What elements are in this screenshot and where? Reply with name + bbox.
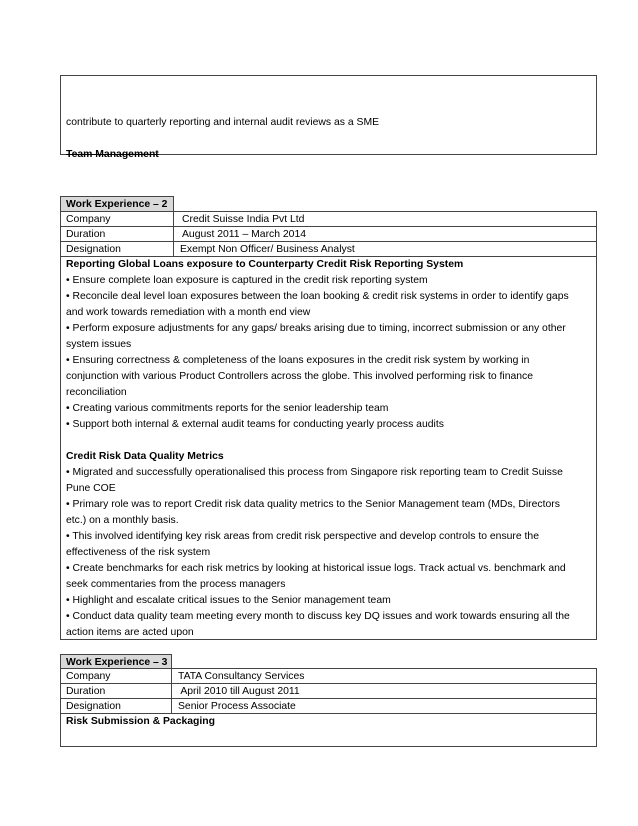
exp2-row-divider [60,241,597,242]
exp2-section1-line: and work towards remediation with a month end view [66,307,311,318]
exp3-duration-value: April 2010 till August 2011 [178,686,300,697]
exp2-section1-line: • Reconcile deal level loan exposures between the loan booking & credit risk systems in order to identify gaps [66,291,569,302]
exp2-col-divider [173,211,174,256]
exp3-company-label: Company [66,671,111,682]
exp2-section2-line: • Primary role was to report Credit risk data quality metrics to the Senior Management team (MDs, Directors [66,499,560,510]
team-management-heading: Team Management [66,149,159,160]
exp2-section1-line: reconciliation [66,387,127,398]
exp2-section2-line: action items are acted upon [66,627,194,638]
exp2-section1-line: • Support both internal & external audit teams for conducting yearly process audits [66,419,444,430]
exp2-section1-line: • Creating various commitments reports for the senior leadership team [66,403,389,414]
exp3-company-value: TATA Consultancy Services [178,671,305,682]
exp2-section1-line: conjunction with various Product Controllers across the globe. This involved performing risk to finance [66,371,534,382]
exp2-section1-line: • Ensuring correctness & completeness of the loans exposures in the credit risk system by working in [66,355,530,366]
exp3-table [60,668,597,747]
exp2-designation-value: Exempt Non Officer/ Business Analyst [180,244,355,255]
exp2-section2-line: • Migrated and successfully operationalised this process from Singapore risk reporting team to Credit Suisse [66,467,563,478]
exp2-section2-line: • Create benchmarks for each risk metrics by looking at historical issue logs. Track actual vs. benchmark and [66,563,566,574]
exp3-section1-title: Risk Submission & Packaging [66,716,215,727]
exp2-section2-line: • This involved identifying key risk areas from credit risk perspective and develop controls to ensure the [66,531,539,542]
exp2-section2-line: Pune COE [66,483,116,494]
exp3-row-divider [60,698,597,699]
exp2-section2-line: effectiveness of the risk system [66,547,211,558]
exp2-company-label: Company [66,214,111,225]
exp3-designation-label: Designation [66,701,121,712]
exp2-section1-line: • Perform exposure adjustments for any gaps/ breaks arising due to timing, incorrect submission or any other [66,323,566,334]
exp3-col-divider [171,668,172,713]
exp2-section2-title: Credit Risk Data Quality Metrics [66,451,224,462]
exp2-section1-line: • Ensure complete loan exposure is captured in the credit risk reporting system [66,275,428,286]
exp2-designation-label: Designation [66,244,121,255]
exp2-header: Work Experience – 2 [66,199,168,210]
exp2-section2-line: • Conduct data quality team meeting every month to discuss key DQ issues and work towards ensuring all the [66,611,570,622]
exp2-section1-line: system issues [66,339,132,350]
exp2-section2-line: seek commentaries from the process managers [66,579,286,590]
exp2-section2-line: • Highlight and escalate critical issues to the Senior management team [66,595,391,606]
exp3-row-divider [60,713,597,714]
exp2-row-divider [60,256,597,257]
exp2-duration-value: August 2011 – March 2014 [182,229,307,240]
top-section-box [60,75,597,155]
exp3-header: Work Experience – 3 [66,657,168,668]
exp2-row-divider [60,226,597,227]
exp2-section2-line: etc.) on a monthly basis. [66,515,179,526]
exp2-duration-label: Duration [66,229,106,240]
exp3-duration-label: Duration [66,686,106,697]
exp2-company-value: Credit Suisse India Pvt Ltd [182,214,305,225]
exp2-section1-title: Reporting Global Loans exposure to Counterparty Credit Risk Reporting System [66,259,464,270]
exp3-designation-value: Senior Process Associate [178,701,296,712]
exp3-row-divider [60,683,597,684]
top-section-line: contribute to quarterly reporting and internal audit reviews as a SME [66,117,380,128]
